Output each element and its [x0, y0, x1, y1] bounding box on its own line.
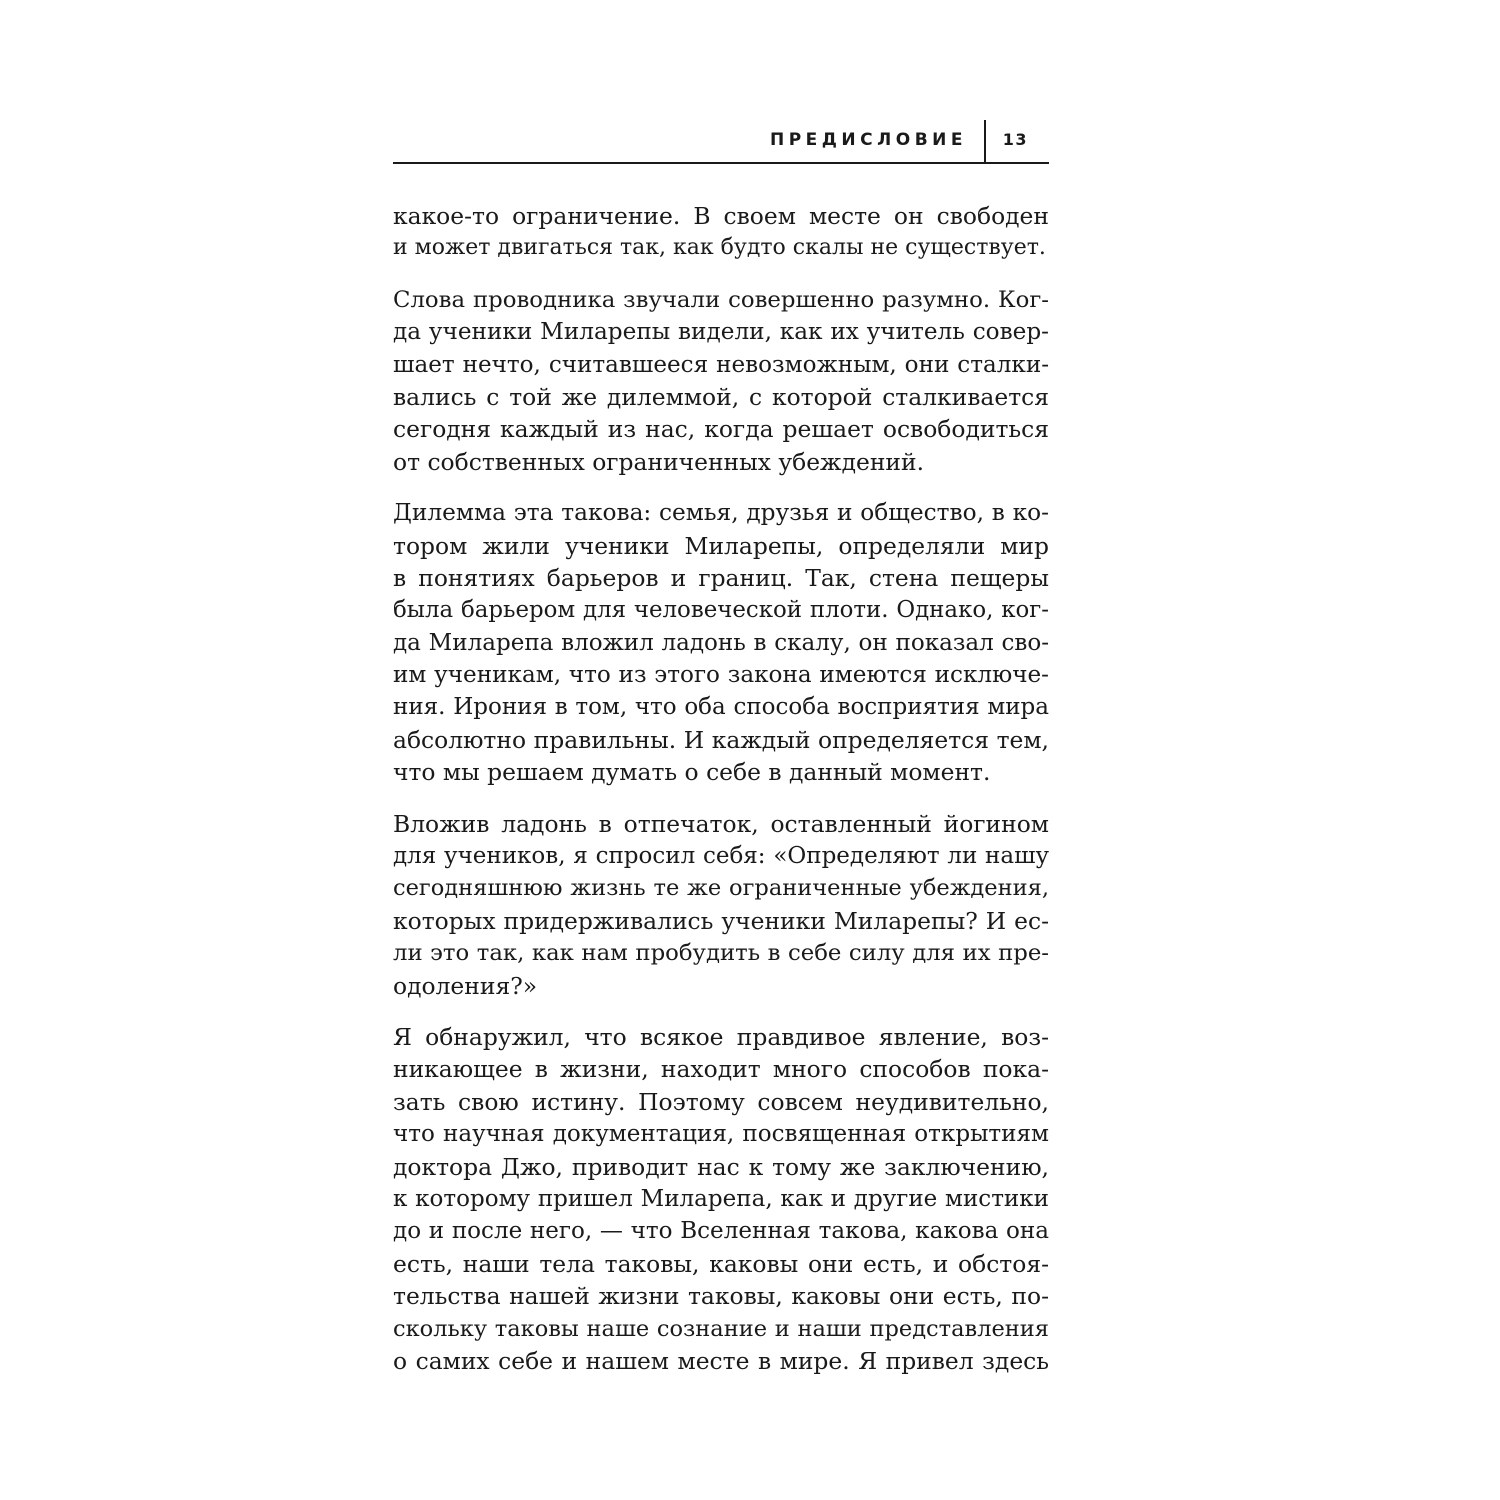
- text-line: что научная документация, посвященная открытиям: [393, 1121, 1049, 1148]
- text-line: Я обнаружил, что всякое правдивое явление, воз-: [393, 1022, 1049, 1051]
- text-line: которых придерживались ученики Миларепы? И ес-: [393, 906, 1049, 935]
- text-line: вались с той же дилеммой, с которой сталкивается: [393, 382, 1049, 411]
- text-line: сегодняшнюю жизнь те же ограниченные убеждения,: [393, 875, 1049, 902]
- text-line: абсолютно правильны. И каждый определяется тем,: [393, 725, 1049, 754]
- text-line: есть, наши тела таковы, каковы они есть, и обстоя-: [393, 1249, 1049, 1278]
- text-line: до и после него, — что Вселенная такова, какова она: [393, 1218, 1049, 1245]
- text-line: ния. Ирония в том, что оба способа восприятия мира: [393, 694, 1049, 721]
- text-line: доктора Джо, приводит нас к тому же заключению,: [393, 1152, 1049, 1181]
- text-line: от собственных ограниченных убеждений.: [393, 447, 925, 476]
- running-header: [393, 120, 1049, 164]
- paragraph: [393, 1021, 1049, 1377]
- text-line: и может двигаться так, как будто скалы не существует.: [393, 235, 1046, 261]
- text-line: сегодня каждый из нас, когда решает освободиться: [393, 415, 1049, 444]
- paragraph: [393, 284, 1049, 478]
- text-line: им ученикам, что из этого закона имеются исключе-: [393, 662, 1049, 689]
- page-number: 13: [1002, 130, 1028, 149]
- header-divider: [984, 120, 986, 162]
- paragraph: [393, 808, 1049, 1002]
- text-line: шает нечто, считавшееся невозможным, они сталки-: [393, 351, 1049, 378]
- text-line: тельства нашей жизни таковы, каковы они есть, по-: [393, 1282, 1049, 1311]
- section-title: ПРЕДИСЛОВИЕ: [769, 130, 967, 150]
- text-line: ли это так, как нам пробудить в себе силу для их пре-: [393, 940, 1049, 967]
- text-line: что мы решаем думать о себе в данный момент.: [393, 758, 991, 787]
- text-line: да ученики Миларепы видели, как их учитель совер-: [393, 319, 1049, 346]
- text-line: одоления?»: [393, 971, 538, 1000]
- text-line: какое-то ограничение. В своем месте он свободен: [393, 202, 1049, 230]
- text-line: Вложив ладонь в отпечаток, оставленный йогином: [393, 809, 1049, 838]
- text-line: была барьером для человеческой плоти. Однако, ког-: [393, 597, 1049, 624]
- text-line: никающее в жизни, находит много способов пока-: [393, 1055, 1049, 1084]
- text-line: Дилемма эта такова: семья, друзья и общество, в ко-: [393, 499, 1049, 527]
- body-text: [393, 200, 1049, 1396]
- text-line: зать свою истину. Поэтому совсем неудивительно,: [393, 1087, 1049, 1116]
- text-line: к которому пришел Миларепа, как и другие мистики: [393, 1185, 1049, 1212]
- paragraph: [393, 497, 1049, 789]
- text-line: о самих себе и нашем месте в мире. Я привел здесь: [393, 1346, 1049, 1375]
- paragraph: [393, 200, 1049, 265]
- text-line: да Миларепа вложил ладонь в скалу, он показал сво-: [393, 629, 1049, 656]
- text-line: тором жили ученики Миларепы, определяли мир: [393, 531, 1049, 560]
- text-line: в понятиях барьеров и границ. Так, стена пещеры: [393, 563, 1049, 592]
- text-line: скольку таковы наше сознание и наши представления: [393, 1315, 1049, 1342]
- text-line: Слова проводника звучали совершенно разумно. Ког-: [393, 286, 1049, 313]
- text-line: для учеников, я спросил себя: «Определяют ли нашу: [393, 843, 1049, 870]
